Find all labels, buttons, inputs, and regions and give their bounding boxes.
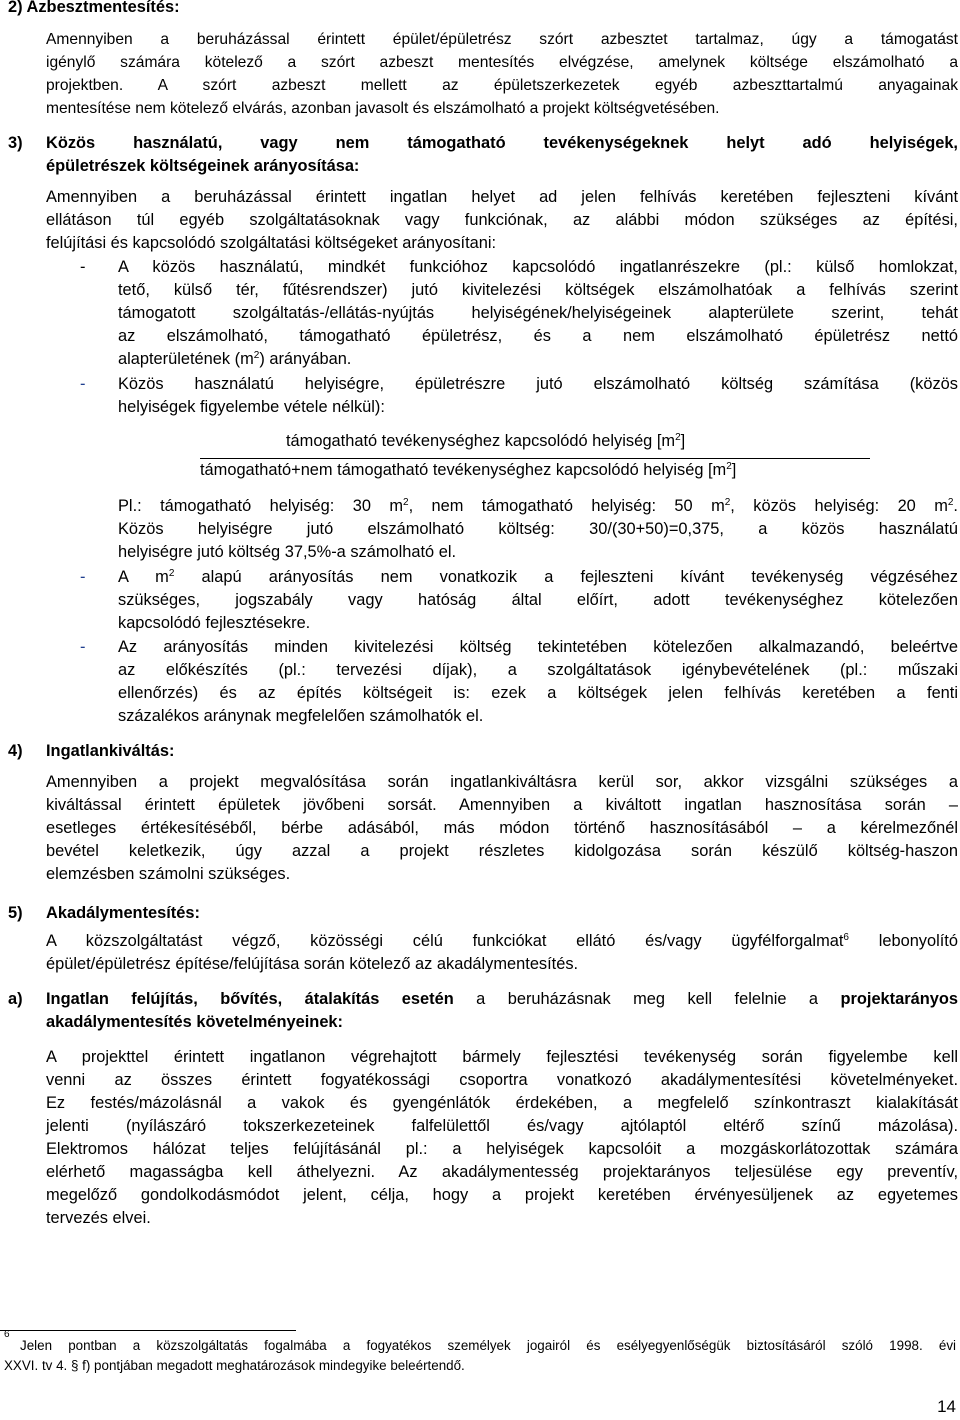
section-a-bold-2: projektarányos	[840, 990, 958, 1008]
section-a-heading-line-1	[46, 988, 958, 1011]
sa-line-7: megelőző gondolkodásmódot jelent, célja, hogy a projekt keretében érvényesüljenek az egyetemes	[46, 1186, 958, 1204]
s3-line-2: ellátáson túl egyéb szolgáltatásoknak vagy funkciónak, az alábbi módon szükséges az építési,	[46, 211, 958, 229]
s4-line-4: bevétel keletkezik, úgy azzal a projekt részletes kidolgozása során készülő költség-haszon	[46, 842, 958, 860]
s4-line-2: kiváltással érintett épületek jövőbeni sorsát. Amennyiben a kiváltott ingatlan hasznosítása során –	[46, 796, 958, 814]
example-a-sup: 2	[403, 497, 409, 508]
s4-line-1: Amennyiben a projekt megvalósítása során ingatlankiváltásra kerül sor, akkor vizsgálni szükséges a	[46, 773, 958, 791]
s5-line-1-post: lebonyolító	[848, 932, 958, 950]
bullet-4-line-4: százalékos aránynak megfelelően számolhatók el.	[118, 707, 484, 725]
section-a-number: a)	[8, 990, 23, 1008]
section-4-number: 4)	[8, 742, 23, 760]
section-5-heading: Akadálymentesítés:	[46, 904, 200, 922]
s5-line-1-pre: A közszolgáltatást végző, közösségi célú funkciókat ellátó és/vagy ügyfélforgalmat	[46, 932, 844, 950]
section-2-heading: 2) Azbesztmentesítés:	[8, 0, 180, 16]
bullet-2-line-1: Közös használatú helyiségre, épületrészre jutó elszámolható költség számítása (közös	[118, 375, 958, 393]
footnote-separator	[0, 1330, 296, 1331]
superscript-2: 2	[253, 350, 260, 361]
formula-numerator-text: támogatható tevékenységhez kapcsolódó helyiség [m	[286, 432, 676, 450]
footnote-line-1: Jelen pontban a közszolgáltatás fogalmába a fogyatékos személyek jogairól és esélyegyenlőségük biztosításáról szóló 1998. évi	[20, 1338, 956, 1353]
formula-denominator	[200, 459, 870, 482]
example-c-sup: 2	[947, 497, 954, 508]
example-b: , nem támogatható helyiség: 50 m	[408, 497, 725, 515]
sa-line-8: tervezés elvei.	[46, 1209, 151, 1227]
section-5-number: 5)	[8, 904, 23, 922]
sa-line-5: Elektromos hálózat teljes felújításánál pl.: a helyiségek kapcsolóit a mozgáskorlátozottak számára	[46, 1140, 958, 1158]
page-number: 14	[937, 1397, 956, 1416]
formula-denominator-close: ]	[731, 461, 737, 479]
example-b-sup: 2	[724, 497, 731, 508]
example-d: .	[953, 497, 958, 515]
bullet-4-dash: -	[80, 638, 86, 656]
s5-line-2: épület/épületrész építése/felújítása során kötelező az akadálymentesítés.	[46, 955, 579, 973]
formula-numerator	[216, 430, 876, 453]
formula-numerator-close: ]	[680, 432, 686, 450]
bullet-3-line-1	[118, 566, 958, 589]
example-line-3: helyiségre jutó költség 37,5%-a számolható el.	[118, 543, 457, 561]
sa-line-3: Ez festés/mázolásnál a vakok és gyengénlátók érdekében, a megfelelő színkontraszt kialakítását	[46, 1094, 958, 1112]
bullet-1-dash: -	[80, 258, 86, 276]
sa-line-2: venni az összes érintett fogyatékossági csoportra vonatkozó akadálymentesítési követelményeket.	[46, 1071, 958, 1089]
s2-line-4: mentesítése nem kötelező elvárás, azonban javasolt és elszámolható a projekt költségvetésében.	[46, 100, 720, 117]
section-a-normal: a beruházásnak meg kell felelnie a	[453, 990, 841, 1008]
section-4-heading: Ingatlankiváltás:	[46, 742, 175, 760]
section-a-bold-1: Ingatlan felújítás, bővítés, átalakítás esetén	[46, 990, 454, 1008]
example-c: , közös helyiség: 20 m	[730, 497, 948, 515]
bullet-1-last-pre: alapterületének (m	[118, 350, 254, 368]
s2-line-1: Amennyiben a beruházással érintett épület/épületrész szórt azbesztet tartalmaz, úgy a támogatást	[46, 31, 958, 48]
formula-numerator-sup: 2	[675, 432, 681, 443]
s2-line-2: igénylő számára kötelező a szórt azbeszt mentesítés elvégzése, amelynek költsége elszámolható a	[46, 54, 958, 71]
sa-line-4: jelenti (nyílászáró tokszerkezeteinek falfelülettől és/vagy ajtólaptól eltérő színű mázolása).	[46, 1117, 958, 1135]
s5-line-1	[46, 930, 958, 953]
bullet-1-line-1: A közös használatú, mindkét funkcióhoz kapcsolódó ingatlanrészekre (pl.: külső homlokzat,	[118, 258, 958, 276]
bullet-3-line-2: szükséges, jogszabály vagy hatóság által előírt, adott tevékenységhez kötelezően	[118, 591, 958, 609]
formula-denominator-sup: 2	[726, 461, 732, 472]
bullet-2-dash: -	[80, 375, 86, 393]
bullet-3-pre: A m	[118, 568, 169, 586]
bullet-1-line-4: az elszámolható, támogatható épületrész, és a nem elszámolható épületrész nettó	[118, 327, 958, 345]
footnote-ref-6: 6	[843, 932, 849, 943]
bullet-1-line-5	[118, 348, 958, 371]
bullet-4-line-2: az előkészítés (pl.: tervezési díjak), a szolgáltatások igénybevételének (pl.: műszaki	[118, 661, 958, 679]
bullet-1-last-post: ) arányában.	[259, 350, 352, 368]
bullet-1-line-3: támogatott szolgáltatás-/ellátás-nyújtás helyiségének/helyiségeinek alapterülete szerint, tehát	[118, 304, 958, 322]
s4-line-3: esetleges értékesítéséből, bérbe adásából, más módon történő hasznosításából – a kérelmezőnél	[46, 819, 958, 837]
s4-line-5: elemzésben számolni szükséges.	[46, 865, 291, 883]
footnote-line-2: XXVI. tv 4. § f) pontjában megadott meghatározások mindegyike beleértendő.	[4, 1358, 465, 1373]
section-3-heading-line-2: épületrészek költségeinek arányosítása:	[46, 157, 360, 175]
sa-line-6: elérhető magasságba kell áthelyezni. Az akadálymentesség projektarányos teljesülése egy preventív,	[46, 1163, 958, 1181]
s3-line-3: felújítási és kapcsolódó szolgáltatási költségeket arányosítani:	[46, 234, 497, 252]
footnote-mark: 6	[4, 1329, 10, 1340]
example-a: Pl.: támogatható helyiség: 30 m	[118, 497, 403, 515]
bullet-2-line-2: helyiségek figyelembe vétele nélkül):	[118, 398, 385, 416]
bullet-3-dash: -	[80, 568, 86, 586]
section-3-number: 3)	[8, 134, 23, 152]
section-a-heading-line-2: akadálymentesítés követelményeinek:	[46, 1013, 344, 1031]
example-line-2: Közös helyiségre jutó elszámolható költség: 30/(30+50)=0,375, a közös használatú	[118, 520, 958, 538]
example-line-1	[118, 495, 958, 518]
sa-line-1: A projekttel érintett ingatlanon végrehajtott bármely fejlesztési tevékenység során figyelembe kell	[46, 1048, 958, 1066]
bullet-4-line-1: Az arányosítás minden kivitelezési költség tekintetében kötelezően alkalmazandó, beleértve	[118, 638, 958, 656]
section-3-heading-line-1: Közös használatú, vagy nem támogatható tevékenységeknek helyt adó helyiségek,	[46, 134, 958, 152]
bullet-1-line-2: tető, külső tér, fűtésrendszer) jutó kivitelezési költségek elszámolhatóak a felhívás szerint	[118, 281, 958, 299]
formula-denominator-text: támogatható+nem támogatható tevékenységhez kapcsolódó helyiség [m	[200, 461, 727, 479]
bullet-3-line-3: kapcsolódó fejlesztésekre.	[118, 614, 311, 632]
bullet-3-sup: 2	[168, 568, 175, 579]
s2-line-3: projektben. A szórt azbeszt mellett az épületszerkezetek egyéb azbeszttartalmú anyagainak	[46, 77, 958, 94]
bullet-4-line-3: ellenőrzés) és az építés költségeit is: ezek a költségek jelen felhívás keretében a fenti	[118, 684, 958, 702]
s3-line-1: Amennyiben a beruházással érintett ingatlan helyet ad jelen felhívás keretében fejleszteni kívánt	[46, 188, 958, 206]
bullet-3-post: alapú arányosítás nem vonatkozik a fejleszteni kívánt tevékenység végzéséhez	[174, 568, 958, 586]
